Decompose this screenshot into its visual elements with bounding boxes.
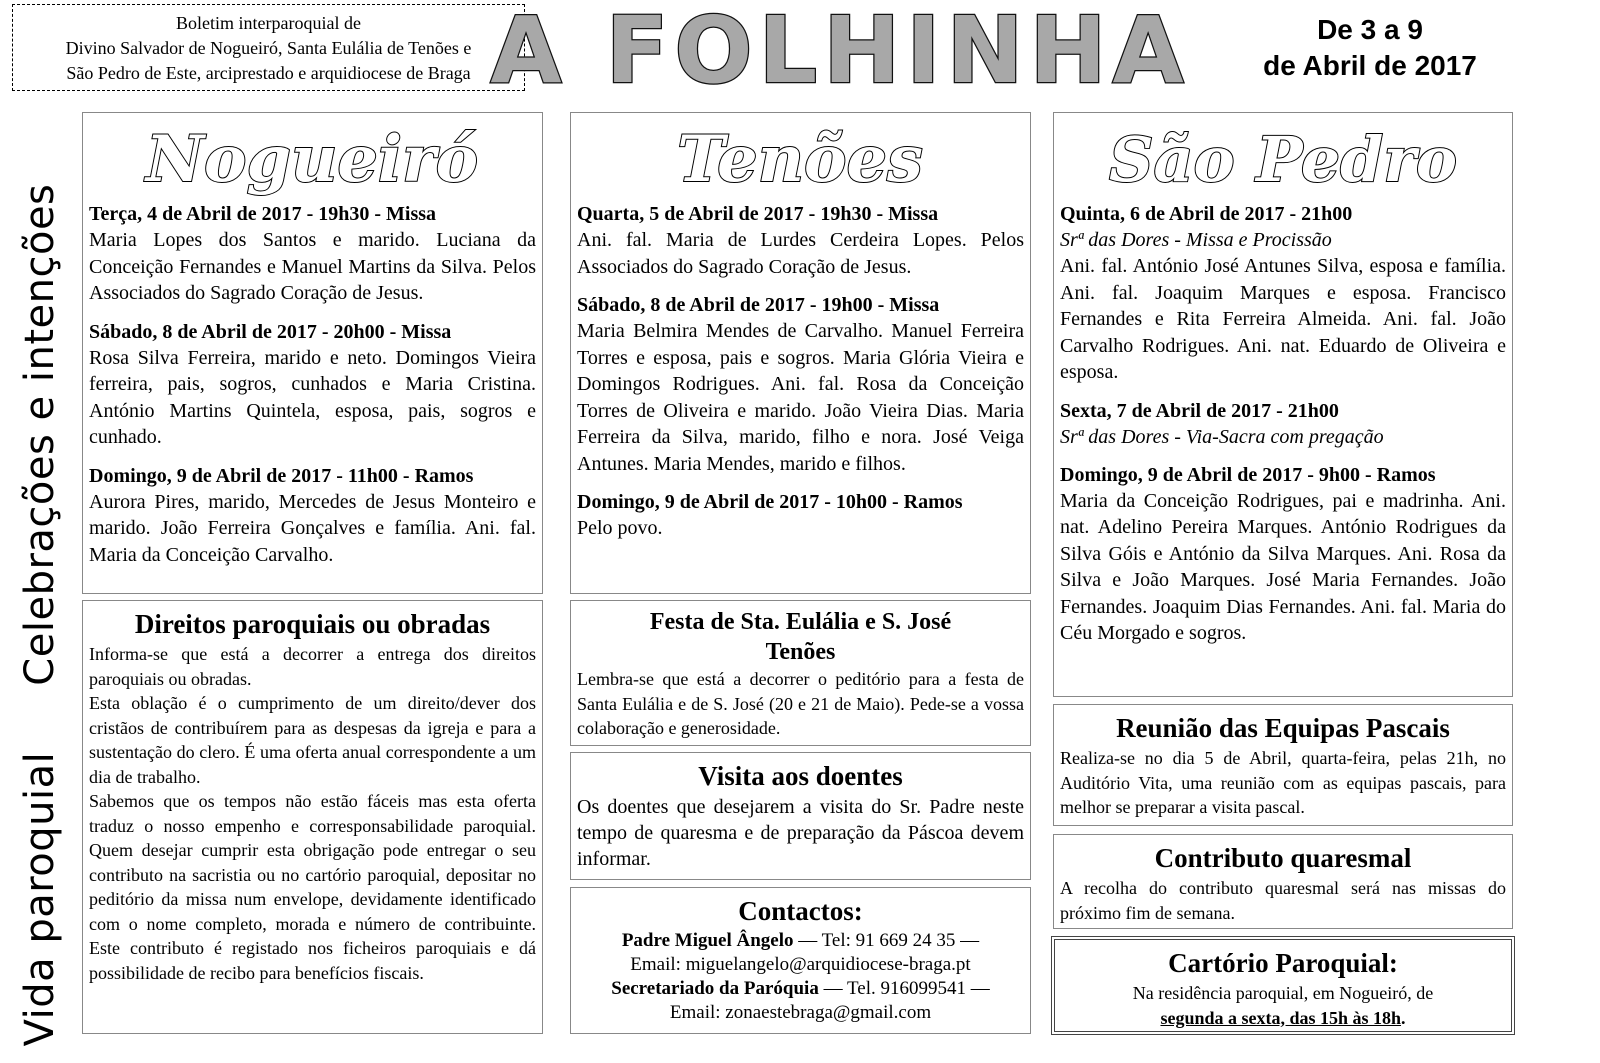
- entry-subheading: Srª das Dores - Missa e Procissão: [1060, 229, 1332, 251]
- festa-title: Festa de Sta. Eulália e S. José: [649, 609, 952, 635]
- entry-heading: Sábado, 8 de Abril de 2017 - 20h00 - Missa: [89, 320, 452, 343]
- cartorio-title: Cartório Paroquial:: [1168, 948, 1398, 978]
- date-range: [1235, 12, 1505, 84]
- side-title: [10, 180, 70, 1050]
- entry-heading: Terça, 4 de Abril de 2017 - 19h30 - Missa: [89, 203, 437, 225]
- sao-pedro-entry: [1060, 398, 1506, 450]
- sao-pedro-entry: [1060, 201, 1506, 386]
- nogueiro-entry: [89, 319, 536, 451]
- visita-box: [570, 752, 1031, 880]
- sao-pedro-box: [1053, 112, 1513, 697]
- sao-pedro-title: São Pedro: [1108, 122, 1458, 196]
- visita-text: Os doentes que desejarem a visita do Sr. Padre neste tempo de quaresma e de preparação da Páscoa devem informar.: [577, 796, 1024, 870]
- contactos-title: Contactos:: [738, 896, 863, 926]
- festa-subtitle: Tenões: [765, 639, 836, 665]
- festa-box: [570, 600, 1031, 746]
- side-title-text: Vida paroquial Celebrações e intenções: [17, 183, 63, 1047]
- padre-tel[interactable]: — Tel: 91 669 24 35 —: [793, 930, 980, 951]
- direitos-paragraph: Informa-se que está a decorrer a entrega dos direitos paroquiais ou obradas.: [89, 644, 536, 689]
- tenoes-entry: [577, 489, 1024, 542]
- sao-pedro-entry: [1060, 462, 1506, 647]
- direitos-paragraph: Esta oblação é o cumprimento de um direito/dever dos cristãos de contribuírem para as despesas da igreja e para a sustentação do clero. É uma oferta anual correspondente a um dia de trabalho.: [89, 693, 536, 787]
- entry-text: Ani. fal. António José Antunes Silva, esposa e família. Ani. fal. Joaquim Marques e esposa. Francisco Fernandes e Rita Ferreira Almeida. Ani. fal. João Carvalho Rodrigues. Ani. nat. Eduardo de Oliveira e esposa.: [1060, 255, 1506, 383]
- masthead: [490, 0, 1190, 104]
- nogueiro-entry: [89, 463, 536, 569]
- entry-heading: Quinta, 6 de Abril de 2017 - 21h00: [1060, 203, 1353, 225]
- reuniao-text: Realiza-se no dia 5 de Abril, quarta-feira, pelas 21h, no Auditório Vita, uma reunião com as equipas pascais, para melhor se preparar a visita pascal.: [1060, 748, 1506, 817]
- entry-heading: Domingo, 9 de Abril de 2017 - 11h00 - Ramos: [89, 464, 474, 487]
- entry-text: Maria Belmira Mendes de Carvalho. Manuel Ferreira Torres e esposa, pais e sogros. Maria Glória Vieira e Domingos Rodrigues. Ani. fal. Rosa da Conceição Torres de Oliveira e marido. João Vieira Dias. Maria Ferreira da Silva, marido, filho e nora. José Veiga Antunes. Maria Mendes, marido e filhos.: [577, 320, 1024, 475]
- nogueiro-title: Nogueiró: [145, 121, 479, 197]
- contributo-box: [1053, 834, 1513, 929]
- entry-text: Maria da Conceição Rodrigues, pai e madrinha. Ani. nat. Adelino Pereira Marques. António Rodrigues da Silva Góis e António da Silva Marques. Ani. Rosa da Silva e João Marques. José Maria Fernandes. João Fernandes. Joaquim Dias Fernandes. Ani. fal. Maria do Céu Morgado e sogros.: [1060, 489, 1506, 644]
- reuniao-box: [1053, 704, 1513, 826]
- bulletin-line-3: São Pedro de Este, arciprestado e arquidiocese de Braga: [66, 63, 471, 83]
- bulletin-line-1: Boletim interparoquial de: [176, 13, 361, 33]
- entry-text: Rosa Silva Ferreira, marido e neto. Domingos Vieira ferreira, pais, sogros, cunhados e Maria Cristina. António Martins Quintela, esposa, pais, sogros e cunhado.: [89, 346, 536, 448]
- entry-heading: Domingo, 9 de Abril de 2017 - 10h00 - Ramos: [577, 491, 963, 513]
- tenoes-entry: [577, 201, 1024, 280]
- tenoes-title-art: [577, 115, 1024, 201]
- tenoes-entry: [577, 292, 1024, 477]
- tenoes-box: [570, 112, 1031, 594]
- contactos-box: [570, 887, 1031, 1034]
- direitos-title: Direitos paroquiais ou obradas: [134, 609, 491, 639]
- visita-title: Visita aos doentes: [698, 761, 903, 791]
- entry-heading: Quarta, 5 de Abril de 2017 - 19h30 - Missa: [577, 203, 939, 225]
- nogueiro-entry: [89, 201, 536, 307]
- masthead-title: A FOLHINHA: [490, 0, 1190, 104]
- bulletin-line-2: Divino Salvador de Nogueiró, Santa Eulália de Tenões e: [65, 38, 472, 58]
- entry-heading: Sexta, 7 de Abril de 2017 - 21h00: [1060, 399, 1339, 422]
- entry-text: Pelo povo.: [577, 517, 663, 539]
- entry-text: Maria Lopes dos Santos e marido. Luciana da Conceição Fernandes e Manuel Martins da Silva. Pelos Associados do Sagrado Coração de Jesus.: [89, 229, 536, 304]
- secretariado-name: Secretariado da Paróquia: [611, 978, 819, 999]
- padre-email[interactable]: Email: miguelangelo@arquidiocese-braga.pt: [630, 954, 971, 975]
- secretariado-contact: [577, 977, 1024, 1001]
- entry-text: Aurora Pires, marido, Mercedes de Jesus Monteiro e marido. João Ferreira Gonçalves e família. Ani. fal. Maria da Conceição Carvalho.: [89, 490, 536, 566]
- contributo-title: Contributo quaresmal: [1154, 843, 1412, 873]
- cartorio-hours: [1061, 1006, 1505, 1031]
- bulletin-info-box: [12, 4, 525, 91]
- padre-contact: [577, 929, 1024, 953]
- nogueiro-title-art: [89, 115, 536, 201]
- entry-heading: Domingo, 9 de Abril de 2017 - 9h00 - Ramos: [1060, 463, 1436, 486]
- direitos-box: [82, 600, 543, 1034]
- entry-heading: Sábado, 8 de Abril de 2017 - 19h00 - Missa: [577, 294, 940, 316]
- secretariado-email[interactable]: Email: zonaestebraga@gmail.com: [669, 1002, 932, 1023]
- cartorio-hours-text: segunda a sexta, das 15h às 18h: [1160, 1007, 1402, 1028]
- date-line-2: de Abril de 2017: [1263, 50, 1477, 81]
- entry-text: Ani. fal. Maria de Lurdes Cerdeira Lopes. Pelos Associados do Sagrado Coração de Jesus.: [577, 229, 1024, 278]
- date-line-1: De 3 a 9: [1317, 14, 1423, 45]
- cartorio-box: [1051, 936, 1515, 1035]
- contributo-text: A recolha do contributo quaresmal será nas missas do próximo fim de semana.: [1060, 878, 1506, 923]
- cartorio-line-1: Na residência paroquial, em Nogueiró, de: [1132, 983, 1434, 1003]
- padre-name: Padre Miguel Ângelo: [621, 930, 794, 951]
- sao-pedro-title-art: [1060, 115, 1506, 201]
- tenoes-title: Tenões: [677, 121, 923, 197]
- secretariado-tel[interactable]: — Tel. 916099541 —: [818, 978, 990, 999]
- direitos-paragraph: Sabemos que os tempos não estão fáceis mas esta oferta traduz o nosso empenho e corresponsabilidade paroquial. Quem desejar cumprir esta obrigação pode entregar o seu contributo na sacristia ou no cartório paroquial, depositar no peditório da missa num envelope, devidamente identificado com o nome completo, morada e número de contribuinte. Este contributo é registado nos ficheiros paroquiais e dá possibilidade de recibo para benefícios fiscais.: [89, 791, 536, 983]
- entry-subheading: Srª das Dores - Via-Sacra com pregação: [1060, 425, 1384, 448]
- festa-text: Lembra-se que está a decorrer o peditório para a festa de Santa Eulália e de S. José (20 e 21 de Maio). Pede-se a vossa colaboração e generosidade.: [577, 669, 1024, 738]
- cartorio-hours-end: .: [1401, 1007, 1406, 1028]
- nogueiro-box: [82, 112, 543, 594]
- reuniao-title: Reunião das Equipas Pascais: [1116, 713, 1450, 743]
